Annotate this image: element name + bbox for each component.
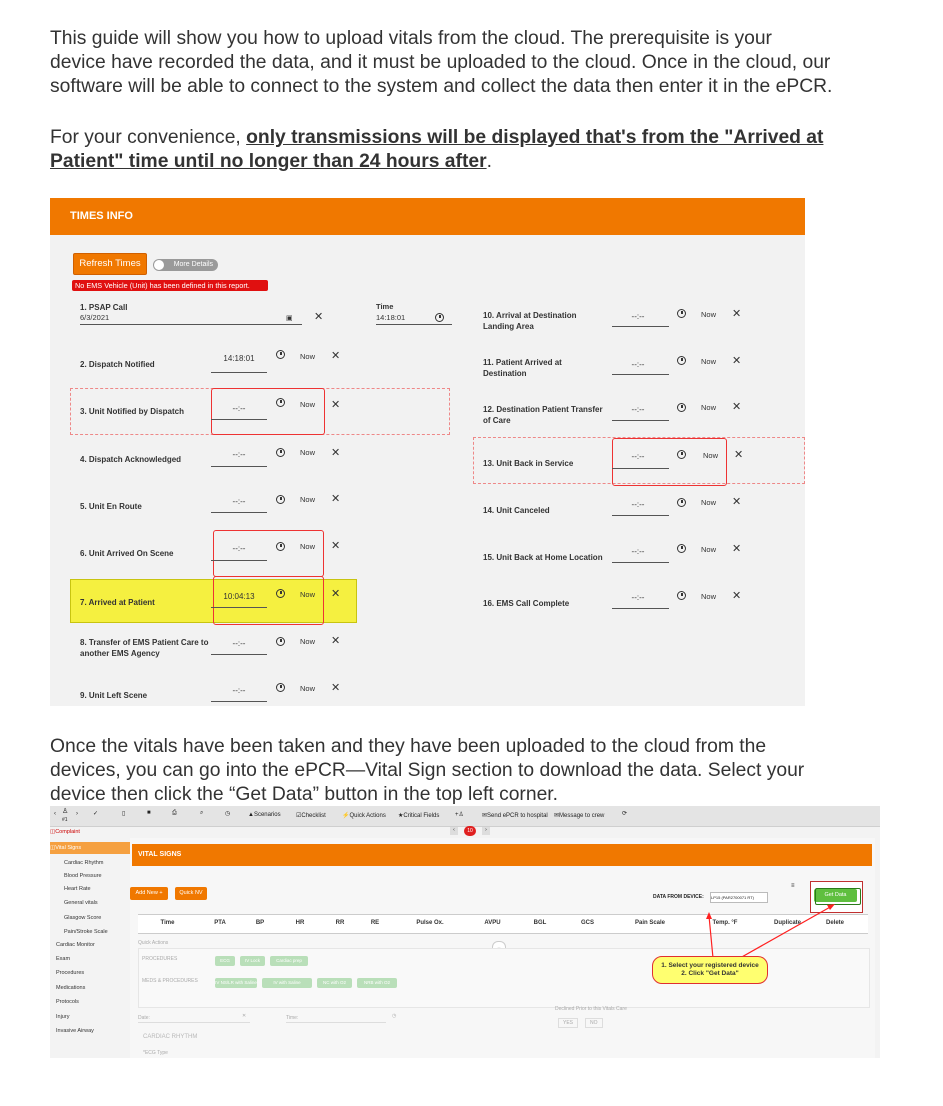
menu-icon[interactable]: ≡ bbox=[791, 883, 795, 889]
clock-icon[interactable] bbox=[276, 350, 285, 359]
row-underline bbox=[211, 372, 267, 373]
history-icon[interactable]: ◷ bbox=[225, 811, 231, 817]
times-info-header: TIMES INFO bbox=[50, 198, 805, 235]
cardiac-rhythm-label: CARDIAC RHYTHM bbox=[143, 1034, 198, 1040]
proc-iv-lock-button[interactable]: IV Lock bbox=[240, 956, 265, 966]
row-label: 9. Unit Left Scene bbox=[80, 691, 148, 700]
toggle-knob bbox=[154, 260, 164, 270]
no-vehicle-warning: No EMS Vehicle (Unit) has been defined in this report. bbox=[72, 280, 268, 291]
get-data-button[interactable]: Get Data bbox=[814, 889, 857, 902]
clear-icon[interactable]: ✕ bbox=[331, 635, 341, 647]
clear-icon[interactable]: ✕ bbox=[732, 401, 742, 413]
row-label: 10. Arrival at Destination Landing Area bbox=[483, 311, 577, 331]
note-suffix: . bbox=[486, 151, 492, 172]
row-value[interactable]: --:-- bbox=[232, 404, 246, 413]
row-value[interactable]: --:-- bbox=[631, 360, 645, 369]
row-underline bbox=[211, 654, 267, 655]
callout-line-2: 2. Click "Get Data" bbox=[681, 970, 739, 977]
arrow-to-get-data bbox=[740, 906, 832, 958]
row-value[interactable]: --:-- bbox=[631, 452, 645, 461]
clock-icon[interactable] bbox=[276, 637, 285, 646]
row-label: 11. Patient Arrived at Destination bbox=[483, 358, 562, 378]
sidebar-item-procedures[interactable]: Procedures bbox=[56, 970, 85, 976]
intro-line-2: device have recorded the data, and it must be uploaded to the cloud. Once in the cloud, our bbox=[50, 52, 831, 73]
refresh-icon[interactable]: ⟳ bbox=[622, 811, 628, 817]
clear-icon[interactable]: ✕ bbox=[331, 588, 341, 600]
checklist-button[interactable]: ☑Checklist bbox=[296, 813, 326, 819]
row-value[interactable]: --:-- bbox=[631, 593, 645, 602]
next-page-icon[interactable]: › bbox=[482, 827, 490, 835]
row-label: 6. Unit Arrived On Scene bbox=[80, 549, 174, 558]
row-value[interactable]: --:-- bbox=[232, 450, 246, 459]
time-clock-icon[interactable]: ◷ bbox=[392, 1013, 397, 1019]
row-6-red-box bbox=[213, 530, 324, 577]
row-underline bbox=[612, 562, 669, 563]
row-label: 16. EMS Call Complete bbox=[483, 599, 570, 608]
vital-signs-header: VITAL SIGNS bbox=[132, 844, 872, 866]
sidebar-item-pain-stroke-scale[interactable]: Pain/Stroke Scale bbox=[64, 929, 108, 935]
note-paragraph bbox=[50, 126, 890, 174]
row-value[interactable]: --:-- bbox=[232, 497, 246, 506]
sidebar-item-protocols[interactable]: Protocols bbox=[56, 999, 79, 1005]
clear-icon[interactable]: ✕ bbox=[732, 590, 742, 602]
row-underline bbox=[612, 420, 669, 421]
now-button[interactable]: Now bbox=[300, 448, 316, 457]
sidebar-item-exam[interactable]: Exam bbox=[56, 956, 71, 962]
psap-date: 6/3/2021 bbox=[80, 313, 110, 322]
row-underline bbox=[612, 468, 669, 469]
psap-time[interactable]: 14:18:01 bbox=[376, 313, 406, 322]
checklist-label: Checklist bbox=[301, 813, 326, 819]
arrow-head-get-data bbox=[827, 904, 835, 910]
clock-icon[interactable] bbox=[276, 495, 285, 504]
now-button[interactable]: Now bbox=[300, 590, 316, 599]
now-button[interactable]: Now bbox=[703, 451, 719, 460]
print-icon[interactable]: ⎙ bbox=[172, 810, 177, 816]
clear-icon[interactable]: ✕ bbox=[732, 355, 742, 367]
row-label: 3. Unit Notified by Dispatch bbox=[80, 407, 185, 416]
sidebar-item-vital-signs[interactable]: ◫Vital Signs bbox=[50, 842, 130, 854]
quick-nv-button[interactable]: Quick NV bbox=[175, 887, 207, 900]
instruction-callout bbox=[652, 956, 768, 984]
col-pta: PTA bbox=[214, 920, 226, 926]
sidebar-item-invasive-airway[interactable]: Invasive Airway bbox=[56, 1028, 94, 1034]
now-button[interactable]: Now bbox=[701, 498, 717, 507]
col-delete: Delete bbox=[825, 920, 844, 926]
sidebar-item-cardiac-monitor[interactable]: Cardiac Monitor bbox=[56, 942, 95, 948]
col-re: RE bbox=[370, 920, 380, 926]
date-label: Date: bbox=[138, 1015, 150, 1021]
vitals-line-3: device then click the “Get Data” button in the top left corner. bbox=[50, 784, 559, 805]
forward-arrow-icon[interactable]: › bbox=[76, 811, 78, 817]
prev-page-icon[interactable]: ‹ bbox=[450, 827, 458, 835]
row-value[interactable]: --:-- bbox=[232, 544, 246, 553]
clear-icon[interactable]: ✕ bbox=[331, 682, 341, 694]
clock-icon[interactable] bbox=[677, 403, 686, 412]
vitals-line-1: Once the vitals have been taken and they have been uploaded to the cloud from the bbox=[50, 736, 767, 757]
row-underline bbox=[612, 608, 669, 609]
proc-ecg-button[interactable]: ECG bbox=[215, 956, 235, 966]
row-label: 13. Unit Back in Service bbox=[483, 459, 574, 468]
arrow-head-device bbox=[706, 912, 712, 919]
send-epcr-button[interactable]: ✉Send ePCR to hospital bbox=[482, 813, 548, 819]
refresh-times-button[interactable]: Refresh Times bbox=[73, 253, 147, 275]
col-duplicate: Duplicate bbox=[773, 920, 801, 926]
notification-badge[interactable]: 10 bbox=[464, 826, 476, 836]
col-rr: RR bbox=[335, 920, 345, 926]
clear-icon[interactable]: ✕ bbox=[331, 447, 341, 459]
vital-signs-screenshot bbox=[50, 806, 880, 1058]
row-value[interactable]: --:-- bbox=[232, 639, 246, 648]
now-button[interactable]: Now bbox=[300, 684, 316, 693]
sidebar-item-glasgow-score[interactable]: Glasgow Score bbox=[64, 915, 102, 921]
row-underline bbox=[211, 512, 267, 513]
row-label: 4. Dispatch Acknowledged bbox=[80, 455, 182, 464]
row-underline bbox=[211, 607, 267, 608]
sidebar-label: Vital Signs bbox=[55, 845, 82, 851]
intro-line-3: software will be able to connect to the system and collect the data then enter it in the ePCR. bbox=[50, 76, 833, 97]
clear-icon[interactable]: ✕ bbox=[331, 399, 341, 411]
row-underline bbox=[612, 515, 669, 516]
col-temp: Temp. °F bbox=[712, 920, 738, 926]
intro-paragraph bbox=[50, 27, 890, 99]
now-button[interactable]: Now bbox=[300, 637, 316, 646]
callout-line-1: 1. Select your registered device bbox=[661, 962, 759, 969]
callout-arrows bbox=[50, 806, 880, 1058]
row-value[interactable]: --:-- bbox=[232, 686, 246, 695]
med-nc-o2-button[interactable]: NC with O2 bbox=[317, 978, 352, 988]
calendar-icon[interactable]: ▣ bbox=[286, 315, 293, 322]
declined-no-button[interactable]: NO bbox=[585, 1018, 603, 1028]
med-nrb-o2-button[interactable]: NRB with O2 bbox=[357, 978, 397, 988]
row-label: 8. Transfer of EMS Patient Care to another EMS Agency bbox=[80, 638, 209, 658]
scenarios-label: Scenarios bbox=[253, 812, 281, 818]
clock-icon[interactable] bbox=[677, 591, 686, 600]
psap-label: 1. PSAP Call bbox=[80, 303, 128, 312]
col-bgl: BGL bbox=[533, 920, 547, 926]
search-icon[interactable]: ⌕ bbox=[200, 810, 204, 816]
now-button[interactable]: Now bbox=[701, 357, 717, 366]
row-value[interactable]: 14:18:01 bbox=[223, 354, 255, 363]
intro-line-1: This guide will show you how to upload vitals from the cloud. The prerequisite is your bbox=[50, 28, 772, 49]
now-button[interactable]: Now bbox=[701, 403, 717, 412]
vitals-paragraph bbox=[50, 735, 890, 807]
now-button[interactable]: Now bbox=[300, 352, 316, 361]
col-pain-scale: Pain Scale bbox=[634, 920, 666, 926]
clock-icon[interactable] bbox=[276, 589, 285, 598]
row-value[interactable]: --:-- bbox=[631, 312, 645, 321]
row-value[interactable]: --:-- bbox=[631, 405, 645, 414]
row-underline bbox=[211, 701, 267, 702]
scenarios-button[interactable]: ▲Scenarios bbox=[248, 812, 281, 818]
clock-icon[interactable] bbox=[677, 544, 686, 553]
clear-icon[interactable]: ✕ bbox=[331, 350, 341, 362]
save-icon[interactable]: ■ bbox=[147, 810, 151, 816]
col-hr: HR bbox=[295, 920, 305, 926]
sidebar-item-medications[interactable]: Medications bbox=[56, 985, 86, 991]
now-button[interactable]: Now bbox=[300, 495, 316, 504]
col-pulse-ox: Pulse Ox. bbox=[416, 920, 444, 926]
clock-icon[interactable] bbox=[276, 398, 285, 407]
sidebar-label: Complaint bbox=[55, 829, 80, 835]
lock-icon[interactable]: ▯ bbox=[122, 811, 126, 817]
check-icon[interactable]: ✓ bbox=[93, 811, 99, 817]
clock-icon[interactable] bbox=[276, 683, 285, 692]
row-underline bbox=[211, 560, 267, 561]
message-crew-label: Message to crew bbox=[559, 813, 605, 819]
send-epcr-label: Send ePCR to hospital bbox=[487, 813, 548, 819]
sidebar-item-injury[interactable]: Injury bbox=[56, 1014, 70, 1020]
user-icon[interactable]: ♙ bbox=[62, 808, 69, 815]
now-button[interactable]: Now bbox=[701, 592, 717, 601]
data-from-device-label: DATA FROM DEVICE: bbox=[653, 894, 704, 900]
sidebar-item-blood-pressure[interactable]: Blood Pressure bbox=[64, 873, 102, 879]
row-label: 2. Dispatch Notified bbox=[80, 360, 155, 369]
arrow-to-device-select bbox=[709, 916, 713, 958]
now-button[interactable]: Now bbox=[300, 542, 316, 551]
clock-icon[interactable] bbox=[276, 542, 285, 551]
now-button[interactable]: Now bbox=[701, 545, 717, 554]
psap-clear-icon[interactable]: ✕ bbox=[314, 311, 324, 323]
critical-fields-button[interactable]: ★Critical Fields bbox=[398, 813, 440, 819]
psap-clock-icon[interactable] bbox=[435, 313, 444, 322]
ecg-type-label: *ECG Type bbox=[143, 1050, 168, 1056]
time-label: Time: bbox=[286, 1015, 299, 1021]
meds-procedures-label: MEDS & PROCEDURES bbox=[142, 978, 198, 984]
row-value[interactable]: --:-- bbox=[631, 500, 645, 509]
col-avpu: AVPU bbox=[484, 920, 501, 926]
clock-icon[interactable] bbox=[677, 450, 686, 459]
row-label: 15. Unit Back at Home Location bbox=[483, 553, 603, 562]
row-value[interactable]: --:-- bbox=[631, 547, 645, 556]
row-label: 5. Unit En Route bbox=[80, 502, 142, 511]
col-time: Time bbox=[160, 920, 175, 926]
quick-actions-button[interactable]: ⚡Quick Actions bbox=[342, 813, 386, 819]
psap-time-label: Time bbox=[376, 302, 394, 311]
clock-icon[interactable] bbox=[677, 498, 686, 507]
row-underline bbox=[211, 419, 267, 420]
message-crew-button[interactable]: ✉Message to crew bbox=[554, 813, 605, 819]
row-label: 12. Destination Patient Transfer of Care bbox=[483, 405, 603, 425]
row-label: 7. Arrived at Patient bbox=[80, 598, 155, 607]
clock-icon[interactable] bbox=[276, 448, 285, 457]
sidebar-item-general-vitals[interactable]: General vitals bbox=[64, 900, 98, 906]
device-select[interactable]: LP15 (PAR2700071 RT) bbox=[710, 892, 768, 903]
col-bp: BP bbox=[255, 920, 265, 926]
clock-icon[interactable] bbox=[677, 309, 686, 318]
sidebar-item-heart-rate[interactable]: Heart Rate bbox=[64, 886, 91, 892]
clear-icon[interactable]: ✕ bbox=[732, 308, 742, 320]
clock-icon[interactable] bbox=[677, 356, 686, 365]
declined-yes-button[interactable]: YES bbox=[558, 1018, 578, 1028]
psap-time-underline bbox=[376, 324, 452, 325]
times-info-screenshot bbox=[50, 198, 805, 706]
declined-label: Declined Prior to this Vitals Care bbox=[555, 1006, 627, 1012]
procedures-label: PROCEDURES bbox=[142, 956, 178, 962]
add-new-button[interactable]: Add New + bbox=[130, 887, 168, 900]
quick-actions-label: Quick Actions bbox=[138, 940, 169, 946]
med-iv-nslr-button[interactable]: IV NS/LR with Saline bbox=[215, 978, 257, 988]
note-prefix: For your convenience, bbox=[50, 127, 247, 148]
row-underline bbox=[612, 326, 669, 327]
now-button[interactable]: Now bbox=[701, 310, 717, 319]
row-value[interactable]: 10:04:13 bbox=[223, 592, 255, 601]
more-details-label: More Details bbox=[173, 261, 213, 268]
more-details-toggle[interactable] bbox=[153, 259, 218, 271]
vitals-line-2: devices, you can go into the ePCR—Vital Sign section to download the data. Select your bbox=[50, 760, 805, 781]
sidebar-item-complaint[interactable]: ◫Complaint bbox=[50, 829, 80, 835]
add-user-icon[interactable]: +♙ bbox=[455, 812, 464, 818]
col-gcs: GCS bbox=[580, 920, 594, 926]
clear-icon[interactable]: ✕ bbox=[331, 540, 341, 552]
psap-date-underline bbox=[80, 324, 302, 325]
clear-icon[interactable]: ✕ bbox=[734, 449, 744, 461]
row-underline bbox=[612, 374, 669, 375]
note-bold-2: Patient" time until no longer than 24 hours after bbox=[50, 151, 487, 172]
clear-icon[interactable]: ✕ bbox=[331, 493, 341, 505]
quick-actions-label: Quick Actions bbox=[349, 813, 386, 819]
note-bold-1: only transmissions will be displayed that's from the "Arrived at bbox=[246, 127, 824, 148]
sidebar-item-cardiac-rhythm[interactable]: Cardiac Rhythm bbox=[64, 860, 104, 866]
now-button[interactable]: Now bbox=[300, 400, 316, 409]
row-13-red-box bbox=[612, 438, 727, 486]
row-label: 14. Unit Canceled bbox=[483, 506, 550, 515]
proc-cardiac-prep-button[interactable]: Cardiac prep bbox=[270, 956, 308, 966]
clear-icon[interactable]: ✕ bbox=[732, 543, 742, 555]
row-underline bbox=[211, 466, 267, 467]
back-arrow-icon[interactable]: ‹ bbox=[54, 811, 56, 817]
record-number: #1 bbox=[62, 817, 68, 823]
clear-icon[interactable]: ✕ bbox=[732, 496, 742, 508]
date-clear-icon[interactable]: ✕ bbox=[242, 1013, 247, 1019]
med-iv-saline-button[interactable]: IV with Saline bbox=[262, 978, 312, 988]
critical-fields-label: Critical Fields bbox=[403, 813, 440, 819]
